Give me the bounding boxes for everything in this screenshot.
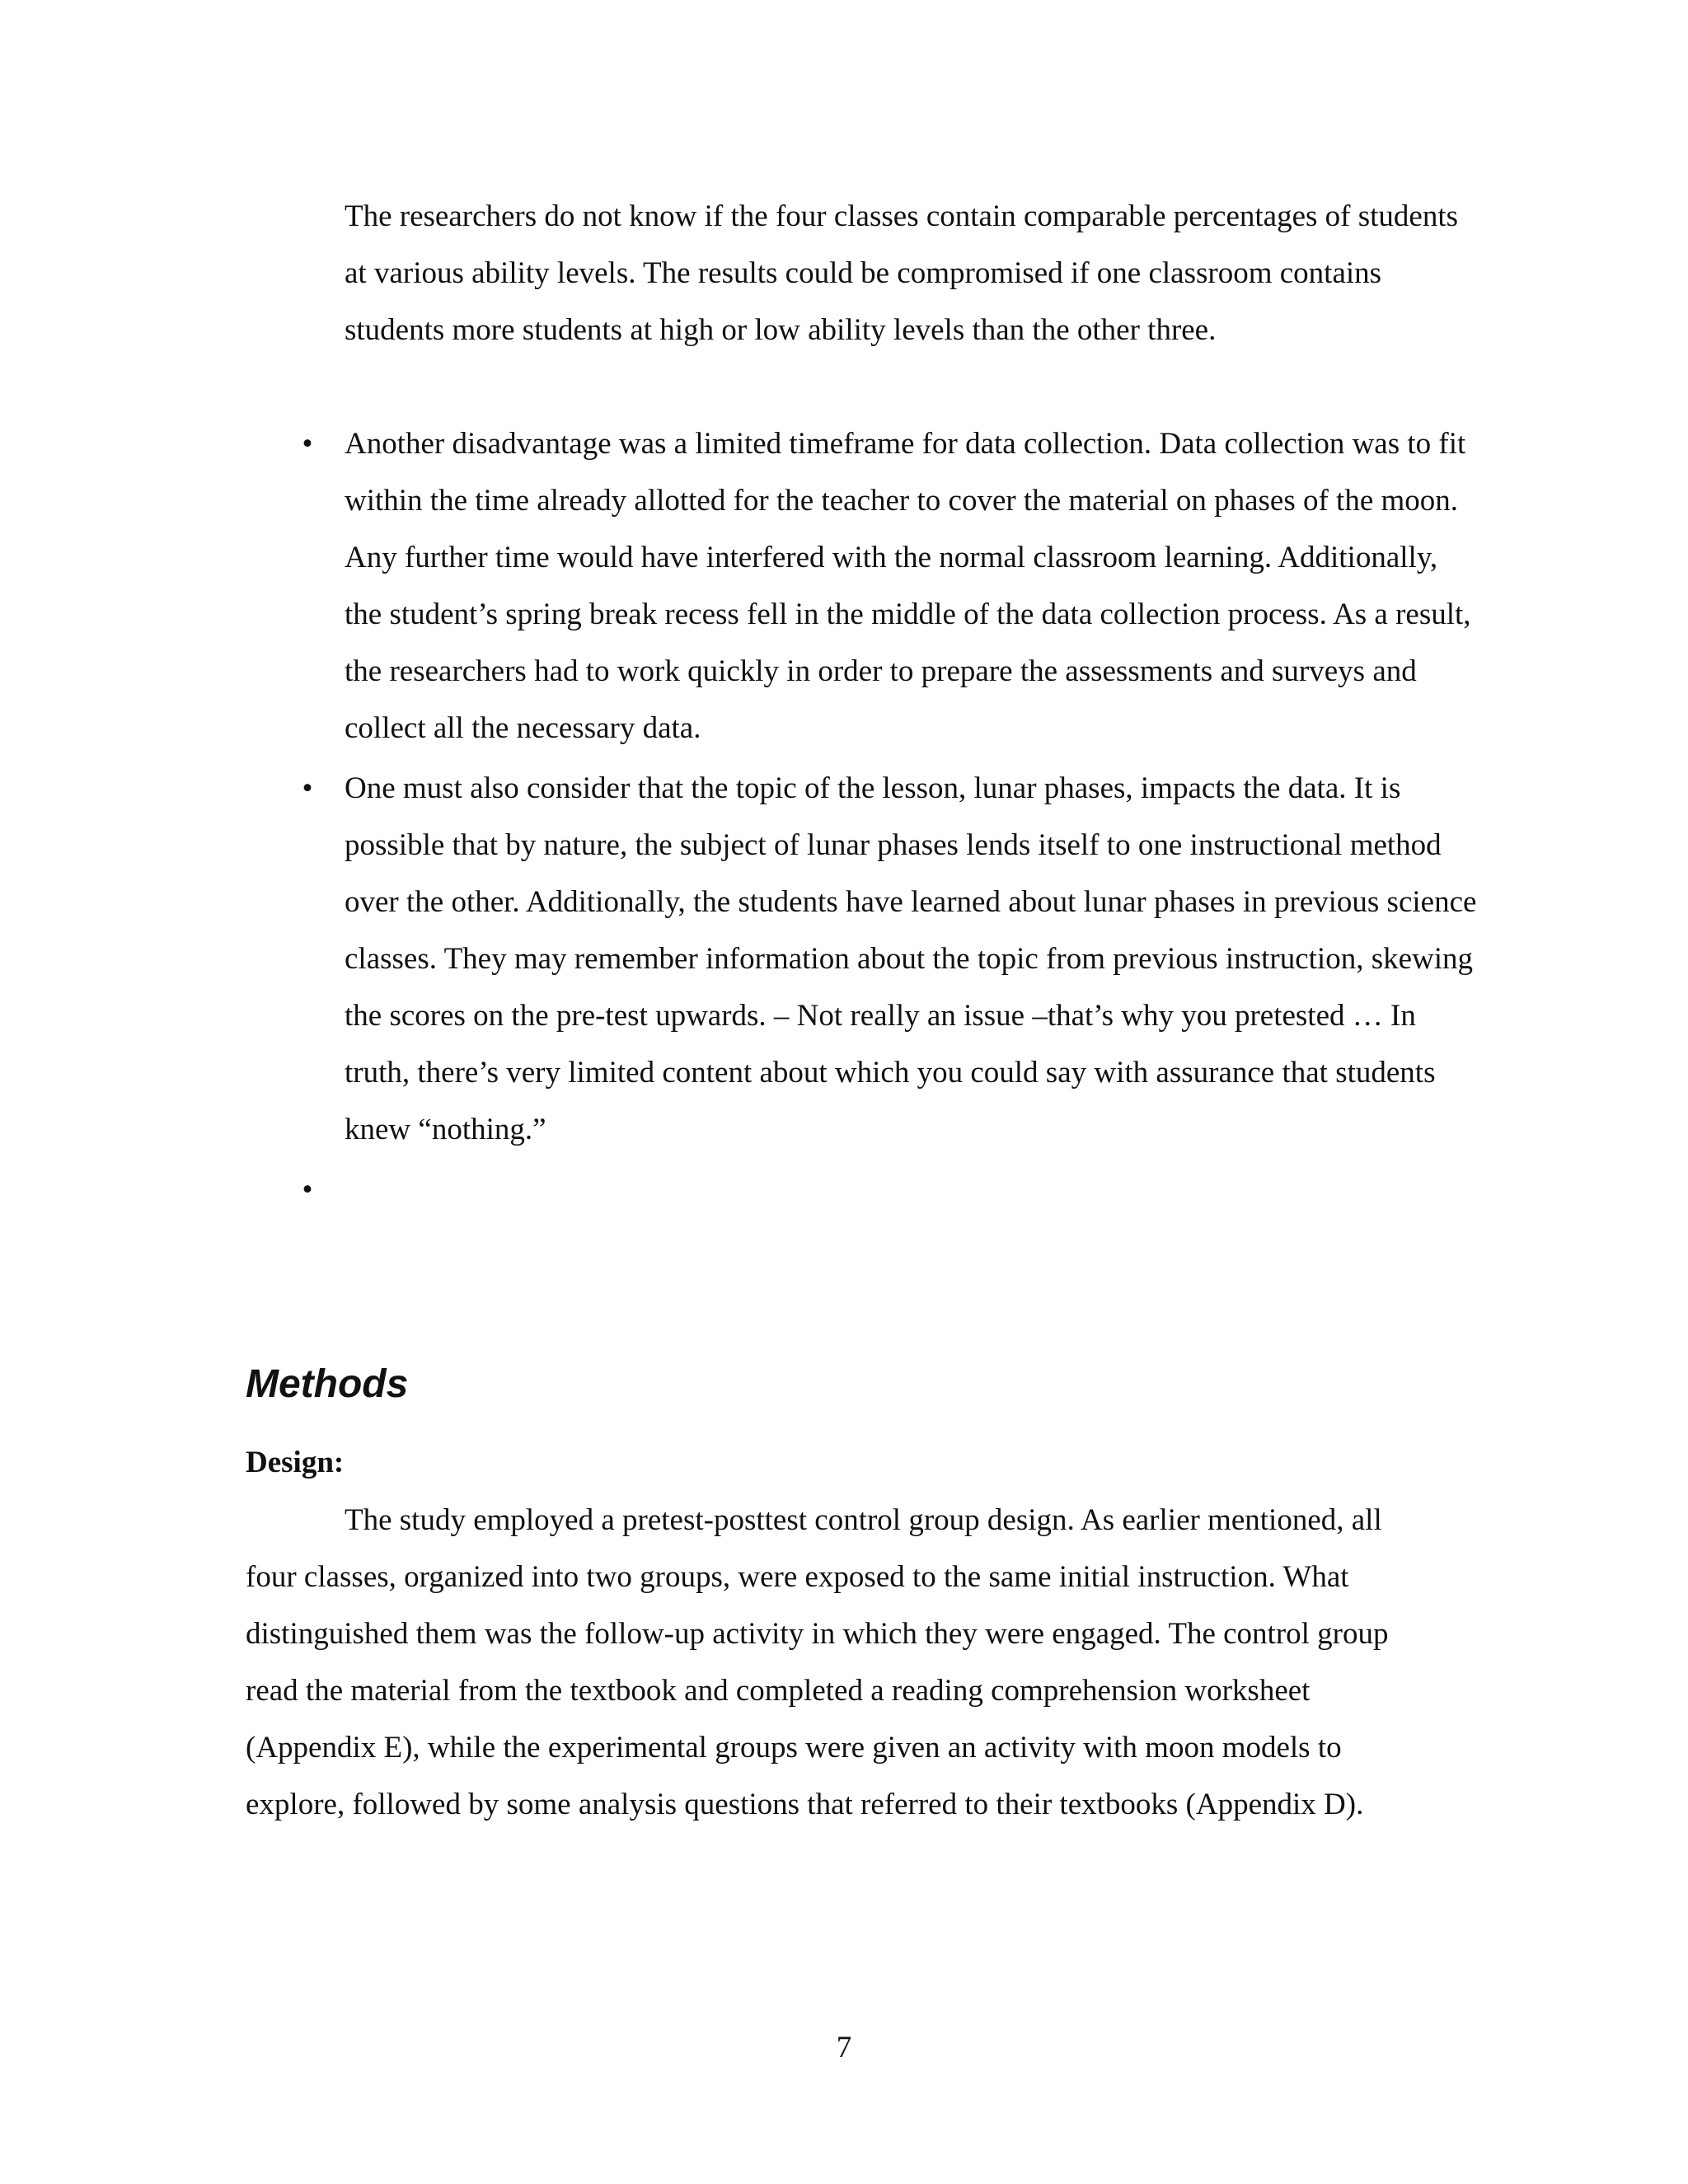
section-heading-methods: Methods (246, 1362, 409, 1406)
page-number: 7 (836, 2031, 852, 2064)
bullet-marker: • (302, 427, 313, 461)
design-paragraph: The study employed a pretest-posttest control group design. As earlier mentioned, all four classes, organized into two groups, were exposed to the same initial instruction. What distinguished them was the follow-up activity in which they were engaged. The control group read the material from the textbook and completed a reading comprehension worksheet (Appendix E), while the experimental groups were given an activity with moon models to explore, followed by some analysis questions that referred to their textbooks (Appendix D). (246, 1503, 1389, 1821)
bullet-item (302, 760, 1482, 1158)
bullet-marker: • (302, 771, 313, 805)
bullet-marker: • (302, 1173, 313, 1207)
bullet-text: One must also consider that the topic of the lesson, lunar phases, impacts the data. It is possible that by nature, the subject of lunar phases lends itself to one instructional method over the other. Additionally, the students have learned about lunar phases in previous science classes. They may remember information about the topic from previous instruction, skewing the scores on the pre-test upwards. – Not really an issue –that’s why you pretested … In truth, there’s very limited content about which you could say with assurance that students knew “nothing.” (345, 771, 1477, 1146)
continuation-paragraph: The researchers do not know if the four classes contain comparable percentages of students at various ability levels. The results could be compromised if one classroom contains students more students at high or low ability levels than the other three. (345, 199, 1459, 347)
bullet-list (302, 415, 1482, 1221)
bullet-item (302, 415, 1482, 757)
subheading-design: Design: (246, 1446, 345, 1479)
bullet-item-empty (302, 1161, 1482, 1218)
bullet-text: Another disadvantage was a limited timeframe for data collection. Data collection was to fit within the time already allotted for the teacher to cover the material on phases of the moon. Any further time would have interfered with the normal classroom learning. Additionally, the student’s spring break recess fell in the middle of the data collection process. As a result, the researchers had to work quickly in order to prepare the assessments and surveys and collect all the necessary data. (345, 427, 1471, 745)
